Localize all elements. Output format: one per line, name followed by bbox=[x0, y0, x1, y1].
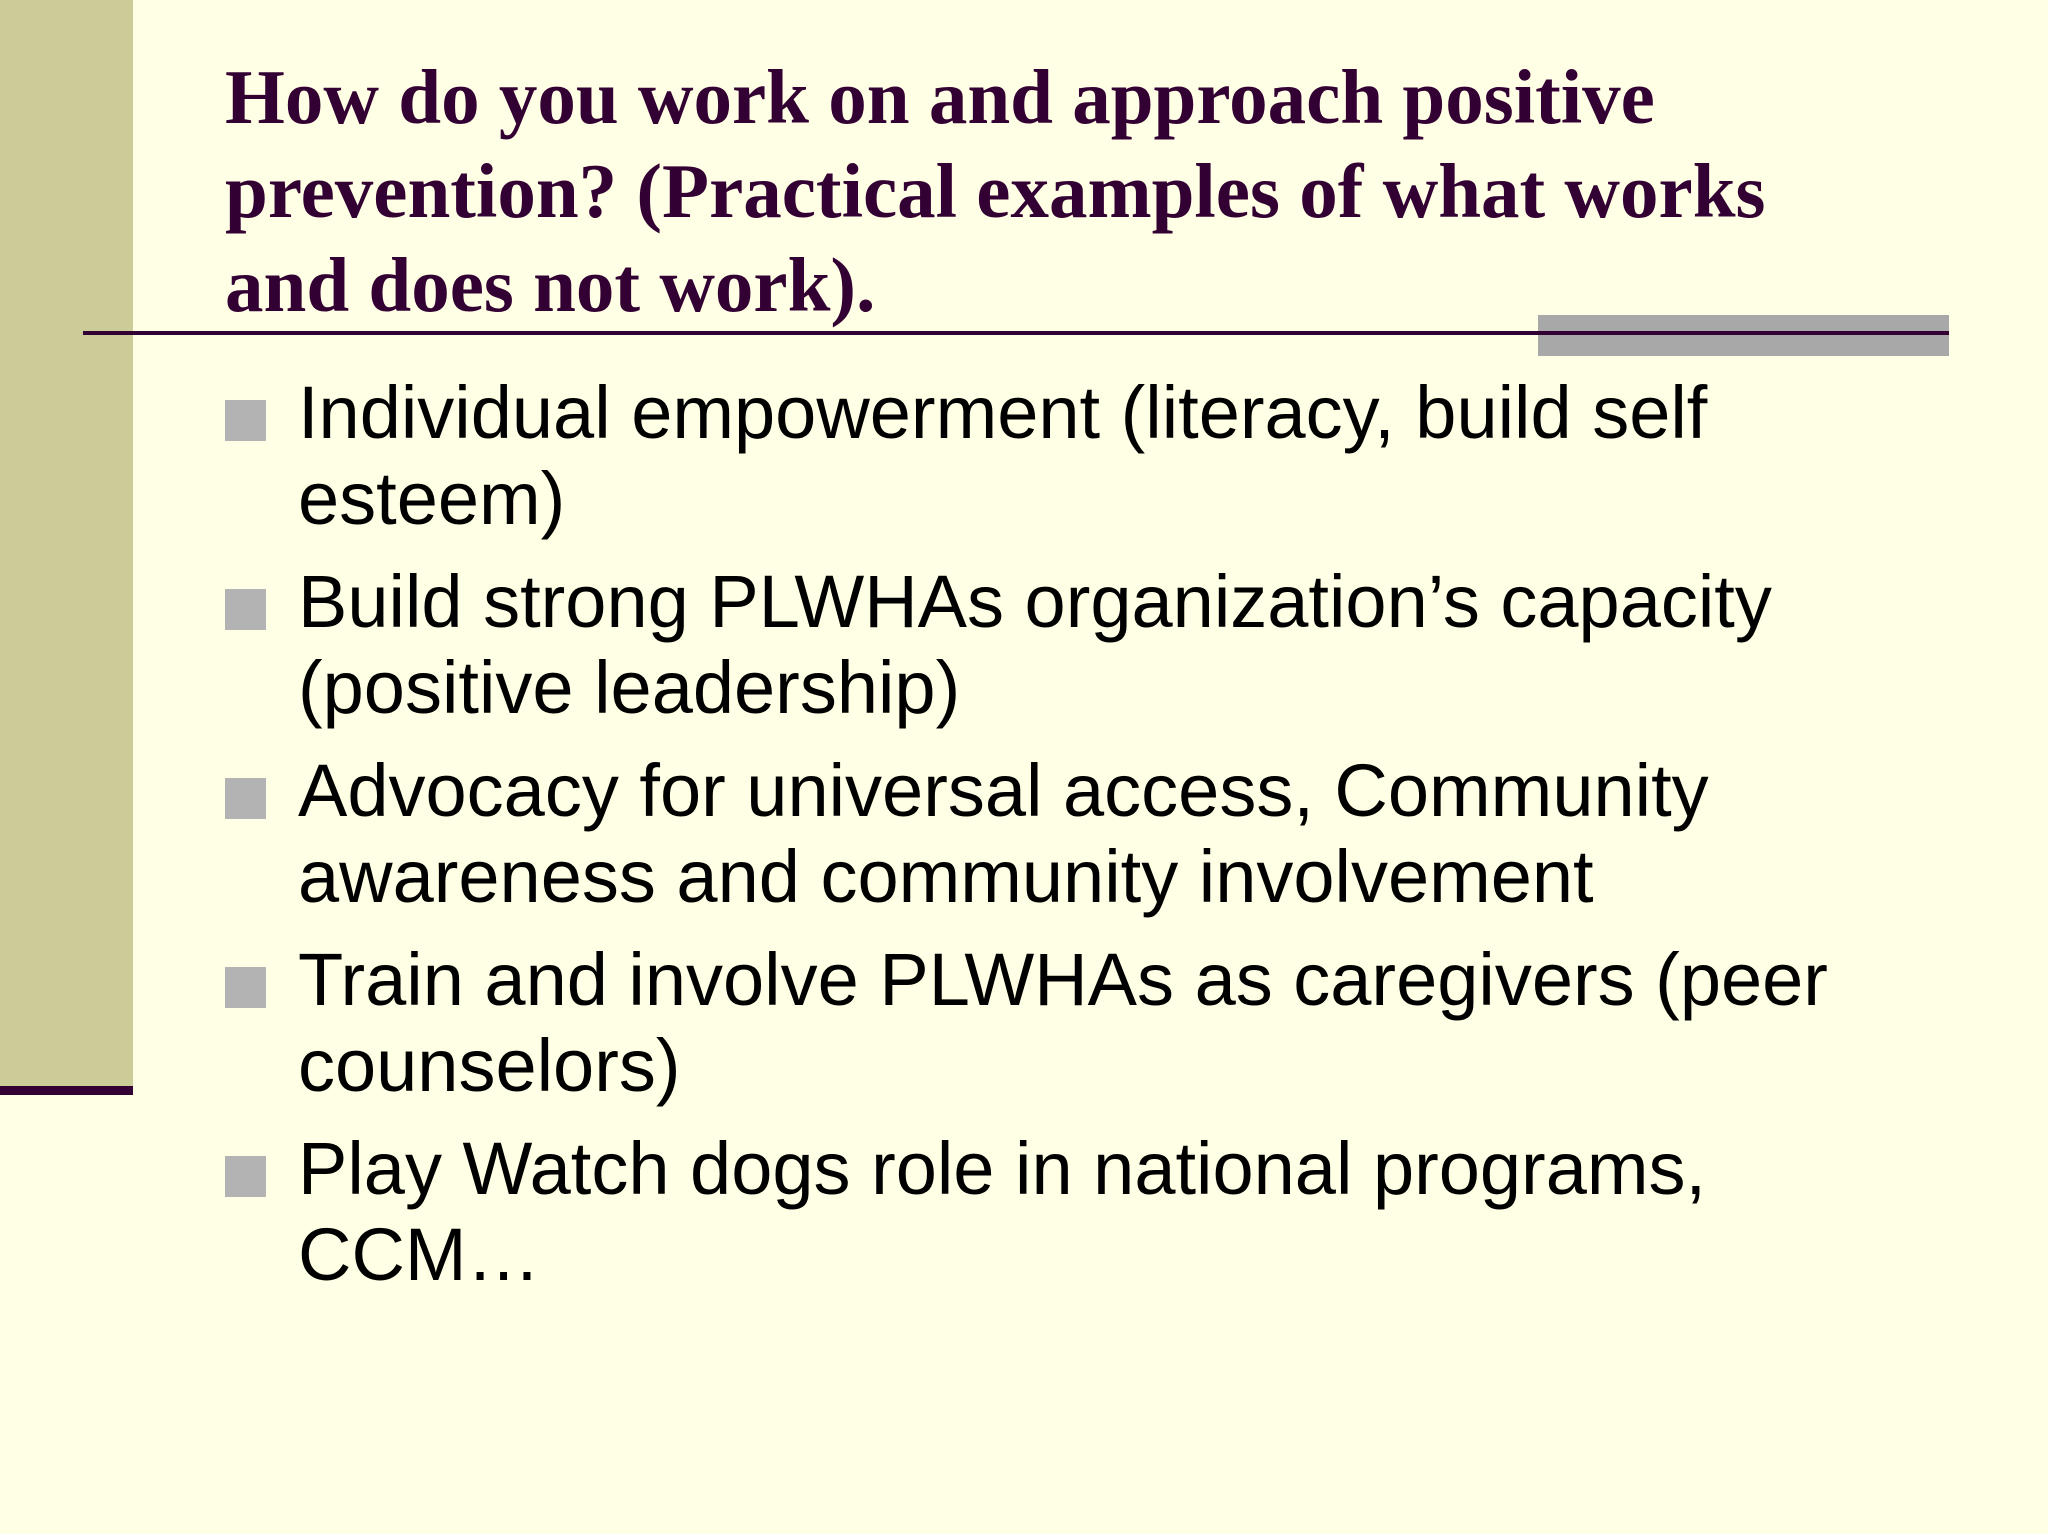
bullet-text: Play Watch dogs role in national programs, CCM… bbox=[298, 1127, 1707, 1296]
square-bullet-icon bbox=[225, 400, 266, 441]
slide-title: How do you work on and approach positive prevention? (Practical examples of what works and does not work). bbox=[225, 54, 1766, 328]
bullet-item bbox=[225, 937, 1965, 1109]
square-bullet-icon bbox=[225, 1156, 266, 1197]
bullet-list bbox=[225, 370, 1965, 1315]
bullet-text: Advocacy for universal access, Community awareness and community involvement bbox=[298, 749, 1709, 918]
bullet-item bbox=[225, 370, 1965, 542]
bullet-text: Build strong PLWHAs organization’s capacity (positive leadership) bbox=[298, 560, 1772, 729]
title-rule-accent bbox=[1538, 315, 1949, 356]
left-band-underline bbox=[0, 1086, 133, 1095]
square-bullet-icon bbox=[225, 778, 266, 819]
title-divider-overlay bbox=[1538, 331, 1949, 335]
bullet-item bbox=[225, 559, 1965, 731]
bullet-item bbox=[225, 748, 1965, 920]
square-bullet-icon bbox=[225, 967, 266, 1008]
left-decorative-band bbox=[0, 0, 133, 1088]
bullet-text: Individual empowerment (literacy, build self esteem) bbox=[298, 371, 1708, 540]
bullet-item bbox=[225, 1126, 1965, 1298]
bullet-text: Train and involve PLWHAs as caregivers (peer counselors) bbox=[298, 938, 1828, 1107]
square-bullet-icon bbox=[225, 589, 266, 630]
